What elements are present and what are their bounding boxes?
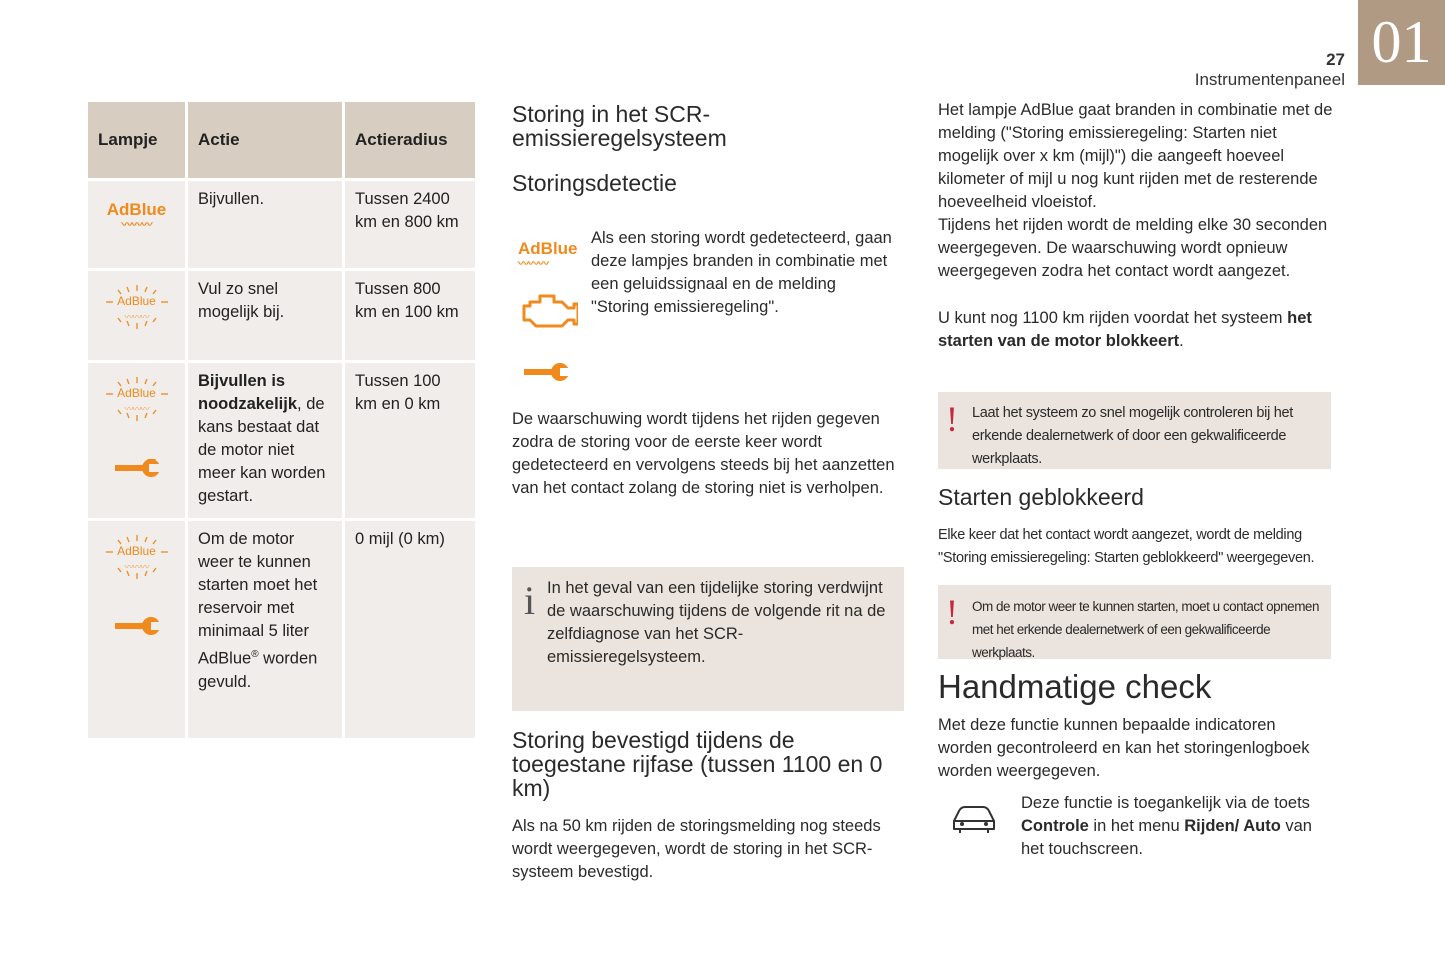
check-text: Met deze functie kunnen bepaalde indicatoren worden gecontroleerd en kan het storingenlogboek worden weergegeven. [938, 716, 1310, 780]
action-cell: Om de motor weer te kunnen starten moet het reservoir met minimaal 5 liter AdBlue® worden gevuld. [188, 521, 342, 738]
wrench-icon [522, 361, 570, 388]
lamp-cell [88, 363, 185, 518]
adblue-table [85, 102, 478, 738]
blocked-text: Elke keer dat het contact wordt aangezet, wordt de melding "Storing emissieregeling: Starten geblokkeerd" weergegeven. [938, 527, 1315, 566]
table-row [88, 363, 475, 518]
warning-text: Laat het systeem zo snel mogelijk controleren bij het erkende dealernetwerk of door een gekwalificeerde werkplaats. [972, 405, 1293, 467]
lamp-text: Het lampje AdBlue gaat branden in combinatie met de melding ("Storing emissieregeling: Starten niet mogelijk over x km (mijl)") die aangeeft hoeveel kilometer of mijl u nog kunt rijden met de resterende hoeveelheid vloeistof. [938, 101, 1333, 211]
header-lampje: Lampje [88, 102, 185, 178]
confirm-text: Als na 50 km rijden de storingsmelding nog steeds wordt weergegeven, wordt de storing in het SCR-systeem bevestigd. [512, 817, 881, 881]
detection-text: Als een storing wordt gedetecteerd, gaan deze lampjes branden in combinatie met een geluidssignaal en de melding "Storing emissieregeling". [591, 229, 892, 316]
car-icon [950, 803, 998, 840]
lamp-cell [88, 521, 185, 738]
table-row [88, 181, 475, 268]
interval-text: Tijdens het rijden wordt de melding elke 30 seconden weergegeven. De waarschuwing wordt opnieuw weergegeven zodra het contact wordt aangezet. [938, 216, 1328, 280]
header-actie: Actie [188, 102, 342, 178]
adblue-flashing-icon: AdBlue 〰〰〰 [104, 284, 170, 330]
table-header-row [88, 102, 475, 178]
section-title: Storing in het SCR-emissieregelsysteem [512, 101, 727, 151]
info-box [512, 567, 904, 711]
engine-icon [518, 292, 578, 341]
wrench-icon [98, 615, 175, 644]
chapter-tab: 01 [1358, 0, 1445, 85]
access-text: Deze functie is toegankelijk via de toets Controle in het menu Rijden/ Auto van het touchscreen. [1021, 794, 1312, 858]
subsection-title: Storingsdetectie [512, 170, 677, 196]
lamp-cell [88, 181, 185, 268]
header-actieradius: Actieradius [345, 102, 475, 178]
warning-text: De waarschuwing wordt tijdens het rijden gegeven zodra de storing voor de eerste keer wordt gedetecteerd en vervolgens steeds bij het aanzetten van het contact zolang de storing niet is verholpen. [512, 410, 895, 497]
range-cell: Tussen 2400 km en 800 km [345, 181, 475, 268]
adblue-flashing-icon: AdBlue 〰〰〰 [104, 376, 170, 422]
table-row [88, 271, 475, 360]
wrench-icon [98, 457, 175, 486]
section-name: Instrumentenpaneel [1194, 70, 1345, 89]
page-number: 27 [1326, 50, 1345, 69]
info-icon: i [524, 578, 536, 623]
warning-icon: ! [946, 399, 958, 439]
action-cell: Vul zo snel mogelijk bij. [188, 271, 342, 360]
adblue-flashing-icon: AdBlue 〰〰〰 [104, 534, 170, 580]
lamp-cell [88, 271, 185, 360]
table-row [88, 521, 475, 738]
range-cell: Tussen 100 km en 0 km [345, 363, 475, 518]
block-text: U kunt nog 1100 km rijden voordat het systeem het starten van de motor blokkeert. [938, 309, 1312, 350]
adblue-icon: AdBlue 〰〰〰 [106, 200, 167, 231]
range-cell: Tussen 800 km en 100 km [345, 271, 475, 360]
warning-icon: ! [946, 592, 958, 632]
warning-box [938, 585, 1331, 659]
action-cell: Bijvullen. [188, 181, 342, 268]
page-heading: Handmatige check [938, 668, 1212, 705]
adblue-icon: AdBlue 〰〰〰 [518, 239, 578, 270]
action-cell: Bijvullen is noodzakelijk, de kans bestaat dat de motor niet meer kan worden gestart. [188, 363, 342, 518]
subsection-title: Starten geblokkeerd [938, 484, 1144, 510]
range-cell: 0 mijl (0 km) [345, 521, 475, 738]
info-text: In het geval van een tijdelijke storing verdwijnt de waarschuwing tijdens de volgende rit na de zelfdiagnose van het SCR-emissieregelsysteem. [547, 579, 886, 666]
warning-text: Om de motor weer te kunnen starten, moet u contact opnemen met het erkende dealernetwerk of een gekwalificeerde werkplaats. [972, 599, 1319, 660]
warning-box [938, 392, 1331, 469]
subsection-title: Storing bevestigd tijdens de toegestane rijfase (tussen 1100 en 0 km) [512, 727, 883, 801]
